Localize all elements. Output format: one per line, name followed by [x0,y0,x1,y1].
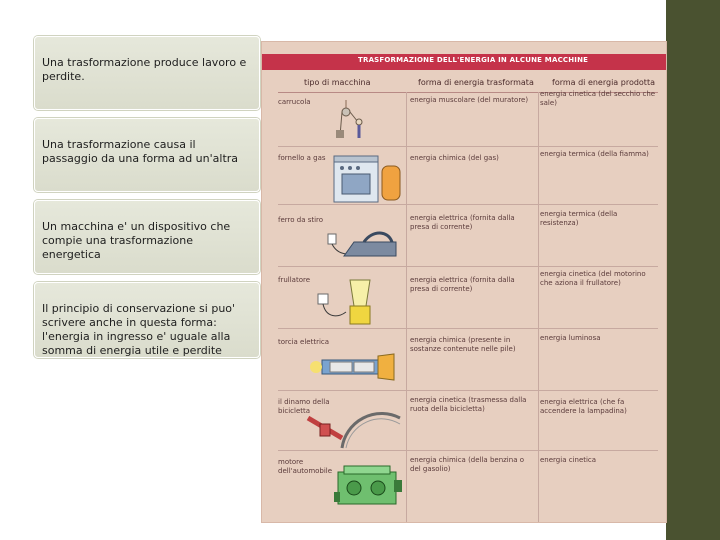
column-header-machine: tipo di macchina [304,78,371,87]
row-machine: il dinamo della bicicletta [278,398,330,415]
row-machine: carrucola [278,98,311,106]
bullet-item: Una trasformazione produce lavoro e perdite. [34,36,260,110]
row-input: energia elettrica (fornita dalla presa di corrente) [410,214,515,231]
row-output: energia cinetica (del motorino che aziona il frullatore) [540,270,646,287]
gas-stove-illustration [332,152,404,204]
blender-illustration [316,278,386,328]
column-header-output: forma di energia prodotta [552,78,655,87]
table-rule [278,204,658,205]
row-machine: fornello a gas [278,154,326,162]
table-rule [278,328,658,329]
bullet-item: Il principio di conservazione si puo' scrivere anche in questa forma: l'energia in ingresso e' uguale alla somma di energia utile e perdite [34,282,260,358]
decorative-side-bar [666,0,720,540]
table-rule [406,92,407,522]
table-rule [278,390,658,391]
row-machine: motore dell'automobile [278,458,333,475]
row-output: energia elettrica (che fa accendere la lampadina) [540,398,627,415]
table-rule [278,266,658,267]
pulley-illustration [322,100,370,144]
row-input: energia chimica (presente in sostanze contenute nelle pile) [410,336,516,353]
row-machine: ferro da stiro [278,216,324,224]
table-title: TRASFORMAZIONE DELL'ENERGIA IN ALCUNE MACCHINE [358,56,589,64]
bullet-list [34,36,260,366]
bullet-item: Una trasformazione causa il passaggio da una forma ad un'altra [34,118,260,192]
row-output: energia termica (della resistenza) [540,210,618,227]
bicycle-dynamo-illustration [302,410,402,450]
row-machine: frullatore [278,276,311,284]
table-rule [538,92,539,522]
bullet-item: Un macchina e' un dispositivo che compie una trasformazione energetica [34,200,260,274]
row-output: energia termica (della fiamma) [540,150,649,158]
row-machine: torcia elettrica [278,338,330,346]
row-input: energia muscolare (del muratore) [410,96,529,104]
table-rule [278,450,658,451]
iron-illustration [312,222,402,266]
row-input: energia chimica (della benzina o del gasolio) [410,456,524,473]
row-output: energia cinetica [540,456,597,464]
row-input: energia chimica (del gas) [410,154,499,162]
car-engine-illustration [332,462,404,512]
row-input: energia elettrica (fornita dalla presa di corrente) [410,276,515,293]
column-header-input: forma di energia trasformata [418,78,534,87]
scanned-table-image [262,42,666,522]
row-output: energia cinetica (del secchio che sale) [540,90,656,107]
table-rule [278,146,658,147]
row-output: energia luminosa [540,334,601,342]
row-input: energia cinetica (trasmessa dalla ruota della bicicletta) [410,396,527,413]
flashlight-illustration [302,352,402,382]
